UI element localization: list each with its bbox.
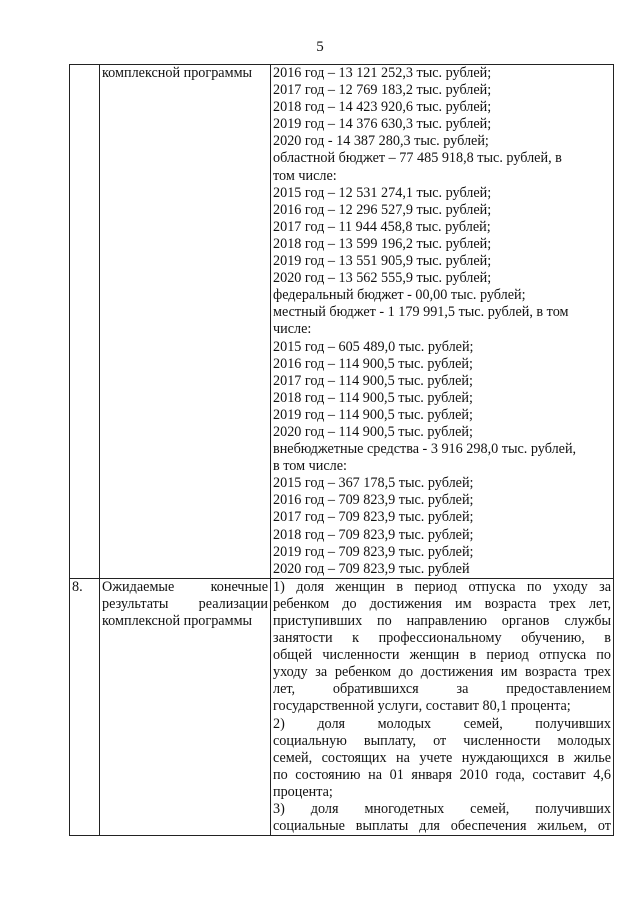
text-line: комплексной программы <box>102 613 253 629</box>
text-line: том числе: <box>273 167 337 184</box>
row-number-cell: 8. <box>70 578 100 835</box>
row-name-line: комплексной программы <box>102 65 253 81</box>
text-line: областной бюджет – 77 485 918,8 тыс. рублей, в <box>273 150 562 167</box>
text-line: 2017 год – 114 900,5 тыс. рублей; <box>273 372 473 389</box>
text-line: 2016 год – 114 900,5 тыс. рублей; <box>273 355 473 372</box>
text-line: федеральный бюджет - 00,00 тыс. рублей; <box>273 287 526 304</box>
expected-results-lines <box>273 579 611 835</box>
text-line: ребенком до достижения им возраста трех лет, <box>273 595 611 612</box>
text-line: социальную выплату, от численности молодых <box>273 732 611 749</box>
text-line: 2019 год – 14 376 630,3 тыс. рублей; <box>273 116 492 133</box>
program-passport-table <box>69 64 614 836</box>
text-line: социальные выплаты для обеспечения жильем, от <box>273 818 611 835</box>
text-line: 2015 год – 12 531 274,1 тыс. рублей; <box>273 184 492 201</box>
text-line: 3) доля многодетных семей, получивших <box>273 801 611 818</box>
text-line: 2015 год – 367 178,5 тыс. рублей; <box>273 475 474 492</box>
text-line: 2018 год – 709 823,9 тыс. рублей; <box>273 526 474 543</box>
text-line: 1) доля женщин в период отпуска по уходу за <box>273 578 611 595</box>
text-line: занятости к профессиональному обучению, в <box>273 630 611 647</box>
text-line: 2020 год – 709 823,9 тыс. рублей <box>273 560 470 577</box>
text-line: результаты реализации <box>102 595 268 612</box>
text-line: Ожидаемые конечные <box>102 578 268 595</box>
text-line: государственной услуги, составит 80,1 процента; <box>273 698 571 715</box>
text-line: 2019 год – 114 900,5 тыс. рублей; <box>273 406 473 423</box>
text-line: в том числе: <box>273 458 347 475</box>
text-line: уходу за ребенком до достижения им возраста трех <box>273 664 611 681</box>
text-line: 2017 год – 12 769 183,2 тыс. рублей; <box>273 82 492 99</box>
text-line: числе: <box>273 321 312 338</box>
table-row-financing <box>70 65 614 579</box>
row-name-cell <box>100 578 271 835</box>
text-line: 2016 год – 12 296 527,9 тыс. рублей; <box>273 201 492 218</box>
text-line: общей численности женщин в период отпуска по <box>273 647 611 664</box>
text-line: 2020 год - 14 387 280,3 тыс. рублей; <box>273 133 489 150</box>
text-line: 2020 год – 114 900,5 тыс. рублей; <box>273 423 473 440</box>
row-name-cell <box>100 65 271 579</box>
text-line: местный бюджет - 1 179 991,5 тыс. рублей, в том <box>273 304 569 321</box>
financing-values-cell <box>271 65 614 579</box>
text-line: 2019 год – 13 551 905,9 тыс. рублей; <box>273 253 492 270</box>
text-line: 2017 год – 709 823,9 тыс. рублей; <box>273 509 474 526</box>
text-line: 2019 год – 709 823,9 тыс. рублей; <box>273 543 474 560</box>
expected-results-cell <box>271 578 614 835</box>
text-line: по состоянию на 01 января 2010 года, составит 4,6 <box>273 766 611 783</box>
text-line: 2) доля молодых семей, получивших <box>273 715 611 732</box>
text-line: процента; <box>273 783 333 800</box>
text-line: 2020 год – 13 562 555,9 тыс. рублей; <box>273 270 492 287</box>
text-line: семей, состоящих на учете нуждающихся в жилье <box>273 749 611 766</box>
text-line: 2018 год – 14 423 920,6 тыс. рублей; <box>273 99 492 116</box>
text-line: лет, обратившихся за предоставлением <box>273 681 611 698</box>
text-line: 2016 год – 13 121 252,3 тыс. рублей; <box>273 65 492 81</box>
text-line: 2018 год – 13 599 196,2 тыс. рублей; <box>273 235 492 252</box>
text-line: 2017 год – 11 944 458,8 тыс. рублей; <box>273 218 491 235</box>
financing-lines <box>273 65 611 578</box>
text-line: 2018 год – 114 900,5 тыс. рублей; <box>273 389 473 406</box>
row-number-cell <box>70 65 100 579</box>
text-line: внебюджетные средства - 3 916 298,0 тыс. рублей, <box>273 441 577 458</box>
page-number: 5 <box>316 39 324 55</box>
text-line: 2016 год – 709 823,9 тыс. рублей; <box>273 492 474 509</box>
text-line: приступивших по направлению органов службы <box>273 613 611 629</box>
table-row-expected-results <box>70 578 614 835</box>
expected-results-name <box>102 579 268 630</box>
text-line: 2015 год – 605 489,0 тыс. рублей; <box>273 338 474 355</box>
